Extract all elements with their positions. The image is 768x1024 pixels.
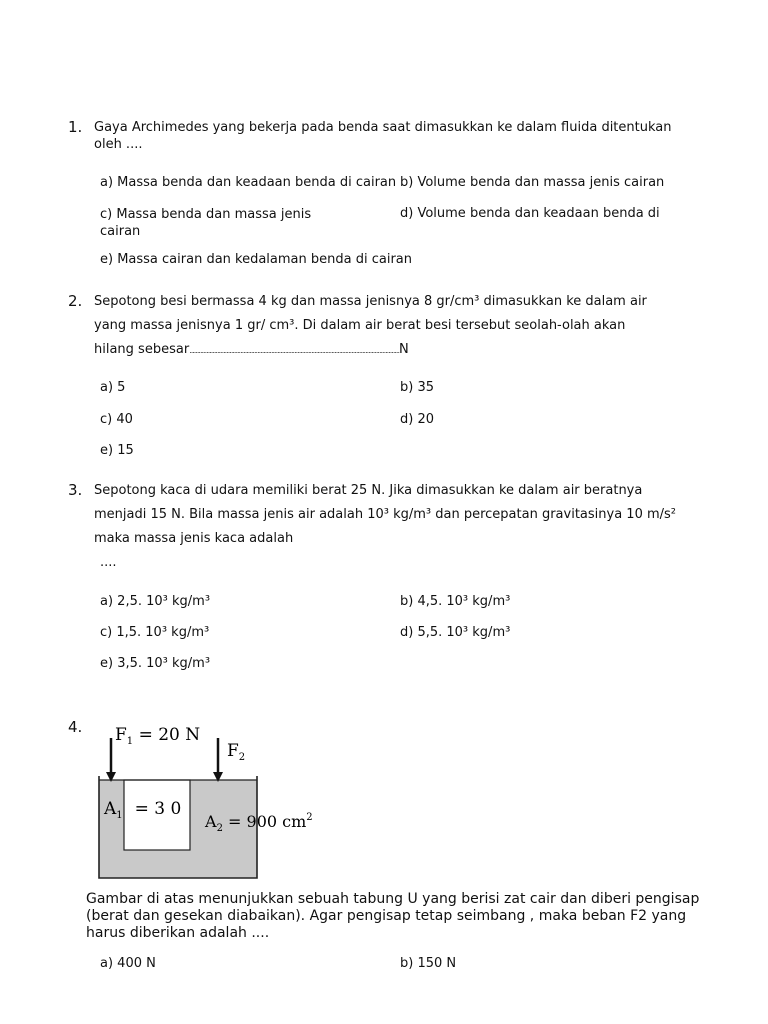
q1-option-e[interactable]: e) Massa cairan dan kedalaman benda di cairan: [100, 252, 412, 267]
question-2-number: 2.: [68, 292, 83, 310]
answer-unit: N: [399, 342, 409, 357]
question-3-line-3: maka massa jenis kaca adalah: [94, 531, 294, 546]
a1-label: $A_1$ = 3 0: [104, 799, 182, 821]
question-3-line-1: Sepotong kaca di udara memiliki berat 25 N. Jika dimasukkan ke dalam air beratnya: [94, 483, 643, 498]
question-2-line-1: Sepotong besi bermassa 4 kg dan massa jenisnya 8 gr/cm³ dimasukkan ke dalam air: [94, 294, 647, 309]
q2-option-d[interactable]: d) 20: [400, 412, 434, 427]
question-2-line-3-text: hilang sebesar: [94, 342, 190, 357]
q4-option-b[interactable]: b) 150 N: [400, 956, 457, 971]
q2-option-c[interactable]: c) 40: [100, 412, 133, 427]
q3-option-a[interactable]: a) 2,5. 10³ kg/m³: [100, 594, 211, 609]
f2-label: $F_2$: [227, 741, 246, 763]
q2-option-e[interactable]: e) 15: [100, 443, 134, 458]
question-1-text: Gaya Archimedes yang bekerja pada benda saat dimasukkan ke dalam fluida ditentukan oleh ....: [94, 120, 672, 152]
q3-option-e[interactable]: e) 3,5. 10³ kg/m³: [100, 656, 211, 671]
q3-option-c[interactable]: c) 1,5. 10³ kg/m³: [100, 625, 210, 640]
question-4-text: Gambar di atas menunjukkan sebuah tabung U yang berisi zat cair dan diberi pengisap (berat dan gesekan diabaikan). Agar pengisap tetap seimbang , maka beban F2 yang harus diberikan adalah ....: [86, 891, 700, 941]
a2-label: $A_2 = 900$ $cm^2$: [205, 812, 313, 834]
question-2-line-2: yang massa jenisnya 1 gr/ cm³. Di dalam air berat besi tersebut seolah-olah akan: [94, 318, 626, 333]
question-2-line-3: [94, 341, 409, 359]
f1-label: $F_1 = 20$ N: [115, 725, 201, 747]
q1-option-d[interactable]: d) Volume benda dan keadaan benda di: [400, 206, 660, 221]
question-3-line-4: ....: [100, 555, 117, 570]
q3-option-d[interactable]: d) 5,5. 10³ kg/m³: [400, 625, 511, 640]
question-3-line-2: menjadi 15 N. Bila massa jenis air adalah 10³ kg/m³ dan percepatan gravitasinya 10 m/s²: [94, 507, 677, 522]
q2-option-b[interactable]: b) 35: [400, 380, 434, 395]
q1-option-a[interactable]: a) Massa benda dan keadaan benda di cairan: [100, 175, 397, 190]
q1-option-b[interactable]: b) Volume benda dan massa jenis cairan: [400, 175, 665, 190]
q2-option-a[interactable]: a) 5: [100, 380, 126, 395]
q1-option-c[interactable]: c) Massa benda dan massa jenis cairan: [100, 207, 312, 239]
answer-blank-dots: ........................................................................................................................................: [189, 346, 400, 355]
q4-option-a[interactable]: a) 400 N: [100, 956, 156, 971]
question-3-number: 3.: [68, 481, 83, 499]
hydraulic-press-figure: [94, 720, 313, 882]
question-4-number: 4.: [68, 718, 83, 736]
question-1-number: 1.: [68, 118, 83, 136]
q3-option-b[interactable]: b) 4,5. 10³ kg/m³: [400, 594, 511, 609]
